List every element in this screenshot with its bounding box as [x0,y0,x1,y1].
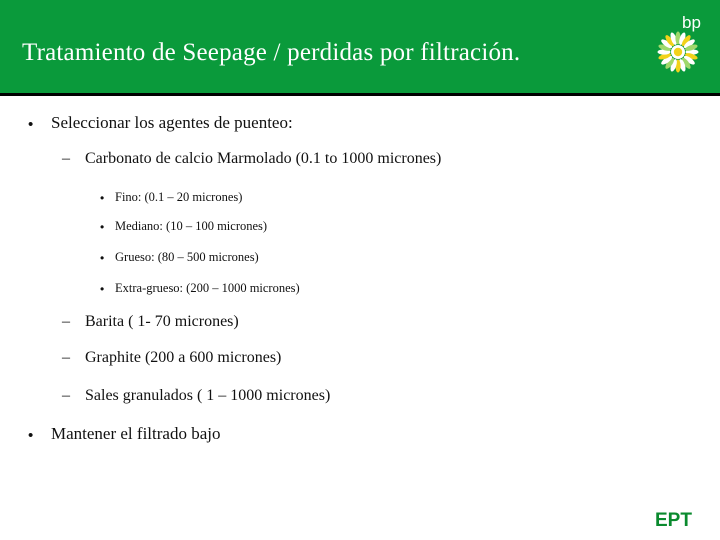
sub-sub-bullet-text: Extra-grueso: (200 – 1000 micrones) [115,281,300,295]
bullet-text: Seleccionar los agentes de puenteo: [51,113,293,132]
ept-logo [654,509,700,529]
sub-sub-bullet-text: Fino: (0.1 – 20 micrones) [115,190,243,204]
sub-sub-bullet-text: Mediano: (10 – 100 micrones) [115,219,268,233]
bullet-marker: • [28,116,34,133]
dash-marker: – [62,313,70,330]
bullet-marker: • [100,251,105,265]
sub-bullet-text: Sales granulados ( 1 – 1000 micrones) [85,387,331,404]
dash-marker: – [62,150,70,167]
bullet-text: Mantener el filtrado bajo [51,424,221,443]
sub-bullet-text: Barita ( 1- 70 micrones) [85,313,239,330]
ept-logo-text: EPT [655,510,692,529]
dash-marker: – [62,387,70,404]
slide-title: Tratamiento de Seepage / perdidas por filtración. [22,39,521,66]
dash-marker: – [62,349,70,366]
bullet-marker: • [28,427,34,444]
bullet-marker: • [100,191,105,205]
bp-logo-text: bp [682,13,701,32]
bullet-marker: • [100,220,105,234]
sub-bullet-text: Carbonato de calcio Marmolado (0.1 to 1000 micrones) [85,150,442,167]
sub-sub-bullet-text: Grueso: (80 – 500 micrones) [115,250,259,264]
sub-bullet-text: Graphite (200 a 600 micrones) [85,349,282,366]
bullet-marker: • [100,282,105,296]
